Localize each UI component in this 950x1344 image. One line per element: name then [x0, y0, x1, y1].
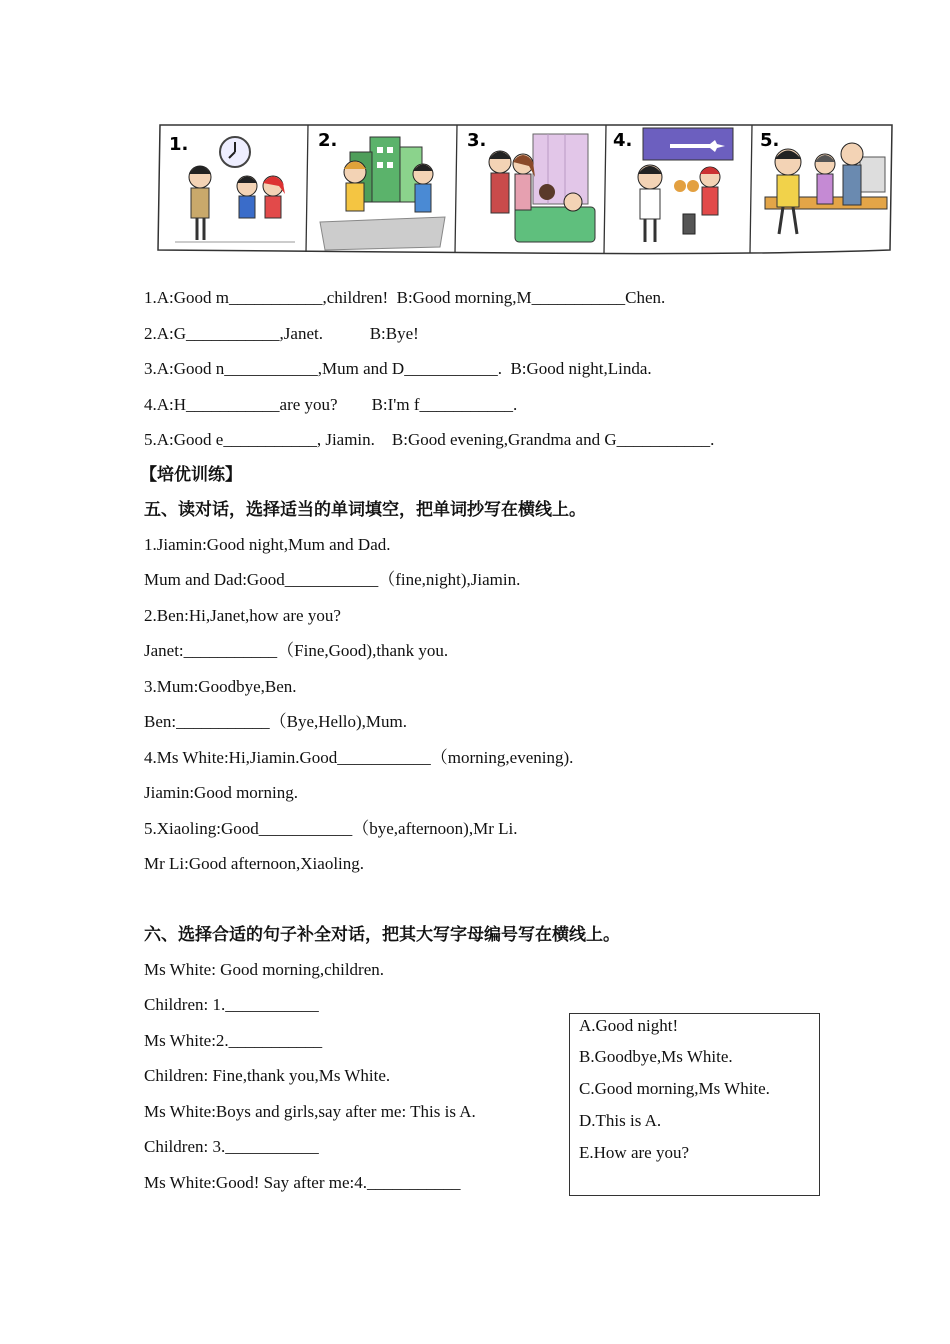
- part5-heading: 五、读对话，选择适当的单词填空，把单词抄写在横线上。: [144, 500, 586, 520]
- dialogue-line: Children: 1.___________: [144, 995, 319, 1014]
- dialogue-line: Ms White: Good morning,children.: [144, 960, 385, 979]
- panel-number: 5.: [760, 130, 780, 151]
- dialogue-line: Mum and Dad:Good___________（fine,night),Jiamin.: [144, 570, 521, 589]
- exercise-line: 4.A:H___________are you? B:I'm f___________.: [144, 395, 518, 414]
- panel-number: 3.: [467, 130, 487, 151]
- option-c: C.Good morning,Ms White.: [579, 1079, 770, 1098]
- dialogue-line: Jiamin:Good morning.: [144, 783, 298, 802]
- dialogue-line: Ben:___________（Bye,Hello),Mum.: [144, 712, 408, 731]
- dialogue-line: Mr Li:Good afternoon,Xiaoling.: [144, 854, 365, 873]
- panel-number: 1.: [169, 134, 189, 155]
- dialogue-line: Ms White:Good! Say after me:4.___________: [144, 1173, 461, 1192]
- part6-heading: 六、选择合适的句子补全对话，把其大写字母编号写在横线上。: [144, 925, 620, 945]
- dialogue-line: 3.Mum:Goodbye,Ben.: [144, 677, 297, 696]
- dialogue-line: 4.Ms White:Hi,Jiamin.Good___________（morning,evening).: [144, 748, 574, 767]
- exercise-line: 2.A:G___________,Janet. B:Bye!: [144, 324, 419, 343]
- dialogue-line: Children: Fine,thank you,Ms White.: [144, 1066, 391, 1085]
- exercise-line: 3.A:Good n___________,Mum and D___________. B:Good night,Linda.: [144, 359, 652, 378]
- clock-icon: [220, 137, 250, 167]
- options-box: [569, 1013, 820, 1196]
- option-b: B.Goodbye,Ms White.: [579, 1047, 733, 1066]
- dialogue-line: Ms White:Boys and girls,say after me: This is A.: [144, 1102, 476, 1121]
- dialogue-line: 5.Xiaoling:Good___________（bye,afternoon),Mr Li.: [144, 819, 518, 838]
- option-e: E.How are you?: [579, 1143, 689, 1162]
- exercise-line: 5.A:Good e___________, Jiamin. B:Good evening,Grandma and G___________.: [144, 430, 715, 449]
- dialogue-line: Janet:___________（Fine,Good),thank you.: [144, 641, 449, 660]
- picture-strip: [155, 122, 895, 257]
- option-d: D.This is A.: [579, 1111, 662, 1130]
- dialogue-line: Ms White:2.___________: [144, 1031, 323, 1050]
- section-heading: 【培优训练】: [140, 465, 242, 485]
- dialogue-line: 1.Jiamin:Good night,Mum and Dad.: [144, 535, 391, 554]
- panel-number: 2.: [318, 130, 338, 151]
- dialogue-line: Children: 3.___________: [144, 1137, 319, 1156]
- panel-number: 4.: [613, 130, 633, 151]
- dialogue-line: 2.Ben:Hi,Janet,how are you?: [144, 606, 341, 625]
- exercise-line: 1.A:Good m___________,children! B:Good morning,M___________Chen.: [144, 288, 666, 307]
- option-a: A.Good night!: [579, 1016, 679, 1035]
